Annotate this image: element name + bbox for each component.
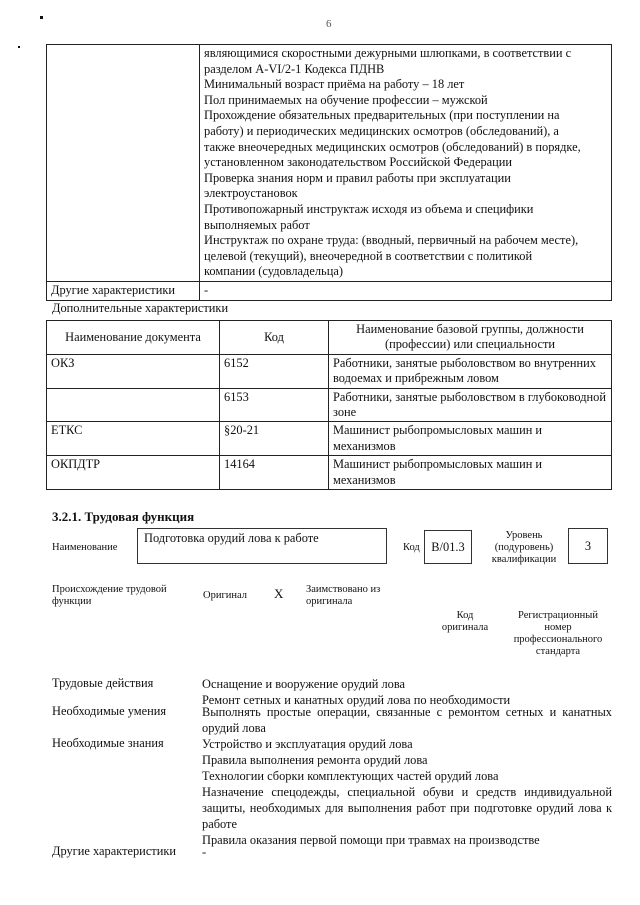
table-row: ОКПДТР 14164 Машинист рыбопромысловых машин и механизмов	[47, 456, 612, 490]
list-item: Назначение спецодежды, специальной обуви и средств индивидуальной защиты, необходимых для выполнения работ при подготовке орудий лова к работе	[202, 785, 612, 831]
list-item: Правила выполнения ремонта орудий лова	[202, 753, 428, 767]
requirements-cell: являющимися скоростными дежурными шлюпками, в соответствии с разделом A-VI/2-1 Кодекса ПДНВ Минимальный возраст приёма на работу – 18 лет Пол принимаемых на обучение профессии – мужской Прохождение обязательных предварительных (при поступлении на работу) и периодических медицинских осмотров (обследований), а также внеочередных медицинских осмотров (обследований) в порядке, установленном законодательством Российской Федерации Проверка знания норм и правил работы при эксплуатации электроустановок Противопожарный инструктаж исходя из объема и специфики выполняемых работ Инструктаж по охране труда: (вводный, первичный на рабочем месте), целевой (текущий), внеочередной в соответствии с политикой компании (судовладельца)	[200, 45, 612, 282]
code-label: Код	[403, 542, 420, 553]
name-label: Наименование	[52, 542, 118, 553]
other-characteristics-label: Другие характеристики	[47, 281, 200, 300]
additional-title: Дополнительные характеристики	[52, 301, 229, 315]
level-box: 3	[568, 528, 608, 564]
borrowed-label: Заимствовано из оригинала	[306, 584, 381, 607]
table-row: 6153 Работники, занятые рыболовством в глубоководной зоне	[47, 388, 612, 422]
list-item: Ремонт сетных и канатных орудий лова по необходимости	[202, 693, 511, 707]
original-label: Оригинал	[203, 590, 247, 601]
col-header-code: Код	[220, 321, 329, 355]
scan-mark	[40, 16, 43, 19]
list-item: Устройство и эксплуатация орудий лова	[202, 737, 413, 751]
scan-mark	[18, 46, 20, 48]
reg-number-label: Регистрационный номер профессионального стандарта	[513, 610, 603, 657]
function-details	[52, 676, 612, 866]
knowledge-label: Необходимые знания	[52, 736, 164, 750]
skills-label: Необходимые умения	[52, 704, 167, 718]
list-item: Правила оказания первой помощи при травмах на производстве	[202, 833, 540, 847]
col-header-doc: Наименование документа	[47, 321, 220, 355]
table-row: ЕТКС §20-21 Машинист рыбопромысловых машин и механизмов	[47, 422, 612, 456]
col-header-name: Наименование базовой группы, должности (профессии) или специальности	[329, 321, 612, 355]
origin-label: Происхождение трудовой функции	[52, 584, 167, 607]
function-heading: 3.2.1. Трудовая функция	[52, 509, 195, 524]
level-label: Уровень (подуровень) квалификации	[491, 530, 557, 565]
requirements-table	[46, 44, 612, 301]
function-code-box: B/01.3	[424, 530, 472, 564]
original-mark: X	[274, 586, 284, 601]
list-item: Выполнять простые операции, связанные с ремонтом сетных и канатных орудий лова	[202, 705, 612, 735]
orig-code-label: Код оригинала	[441, 610, 489, 633]
actions-label: Трудовые действия	[52, 676, 154, 690]
list-item: Оснащение и вооружение орудий лова	[202, 677, 406, 691]
list-item: Технологии сборки комплектующих частей орудий лова	[202, 769, 499, 783]
other-characteristics-value: -	[200, 281, 612, 300]
table-row: ОКЗ 6152 Работники, занятые рыболовством во внутренних водоемах и прибрежным ловом	[47, 354, 612, 388]
function-name-box: Подготовка орудий лова к работе	[137, 528, 387, 564]
additional-table	[46, 320, 612, 490]
page-number: 6	[326, 18, 332, 30]
other-label: Другие характеристики	[52, 844, 177, 858]
other-value: -	[202, 845, 207, 859]
